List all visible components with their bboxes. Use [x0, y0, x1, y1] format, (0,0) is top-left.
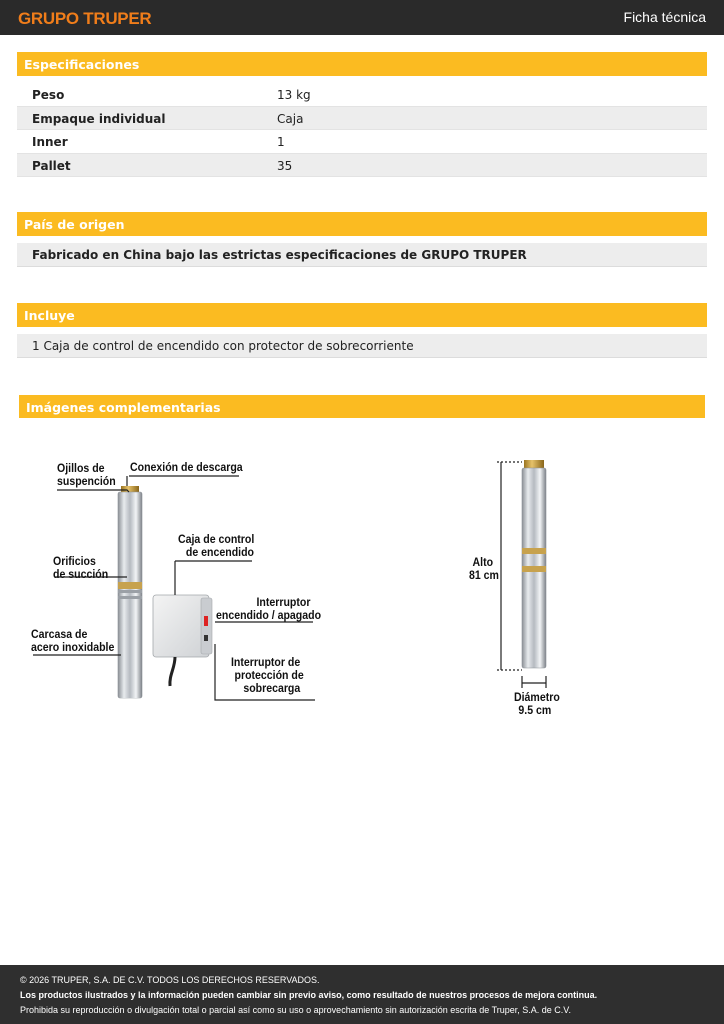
pump-right-illustration	[522, 460, 546, 668]
label-orificios: Orificios de succión	[53, 554, 109, 581]
label-proteccion: Interruptor de protección de sobrecarga	[231, 655, 304, 695]
label-caja-control: Caja de control de encendido	[178, 532, 255, 559]
specs-section-title: Especificaciones	[24, 57, 140, 72]
product-illustration	[17, 430, 707, 730]
specs-section-header	[17, 52, 707, 76]
table-row	[17, 154, 707, 178]
label-diametro: Diámetro 9.5 cm	[514, 690, 560, 717]
spec-value: 1	[277, 135, 285, 149]
control-box-illustration	[153, 595, 212, 686]
includes-text: 1 Caja de control de encendido con protector de sobrecorriente	[32, 339, 414, 353]
footer-legal: Prohibida su reproducción o divulgación total o parcial así como su uso o aprovechamiento sin autorización escrita de Truper, S.A. de C.V.	[20, 1005, 571, 1015]
pump-left-illustration	[118, 486, 142, 698]
origin-row	[17, 243, 707, 267]
label-carcasa: Carcasa de acero inoxidable	[31, 627, 115, 654]
label-conexion: Conexión de descarga	[130, 460, 243, 474]
label-alto: Alto 81 cm	[469, 555, 499, 582]
spec-key: Inner	[32, 135, 68, 149]
specs-table	[17, 83, 707, 177]
footer	[0, 965, 724, 1024]
table-row	[17, 83, 707, 107]
spec-key: Empaque individual	[32, 111, 166, 126]
origin-section-header	[17, 212, 707, 236]
brand-logo: GRUPO TRUPER	[18, 9, 152, 28]
document-type: Ficha técnica	[623, 9, 706, 25]
spec-value: Caja	[277, 111, 304, 126]
includes-row	[17, 334, 707, 358]
images-section-title: Imágenes complementarias	[26, 400, 221, 415]
label-ojillos: Ojillos de suspención	[57, 461, 116, 488]
images-section-header	[19, 395, 705, 418]
footer-copyright: © 2026 TRUPER, S.A. DE C.V. TODOS LOS DERECHOS RESERVADOS.	[20, 975, 320, 985]
table-row	[17, 130, 707, 154]
spec-key: Peso	[32, 88, 65, 102]
spec-value: 35	[277, 158, 293, 173]
spec-value: 13 kg	[277, 88, 311, 102]
origin-text: Fabricado en China bajo las estrictas especificaciones de GRUPO TRUPER	[32, 248, 527, 262]
top-bar	[0, 0, 724, 35]
complementary-images	[17, 430, 707, 730]
table-row	[17, 107, 707, 131]
footer-notice: Los productos ilustrados y la información pueden cambiar sin previo aviso, como resultado de nuestros procesos de mejora continua.	[20, 990, 598, 1000]
origin-section-title: País de origen	[24, 217, 125, 232]
includes-section-header	[17, 303, 707, 327]
includes-section-title: Incluye	[24, 308, 75, 323]
label-interruptor: Interruptor encendido / apagado	[216, 595, 322, 622]
spec-key: Pallet	[32, 158, 71, 173]
